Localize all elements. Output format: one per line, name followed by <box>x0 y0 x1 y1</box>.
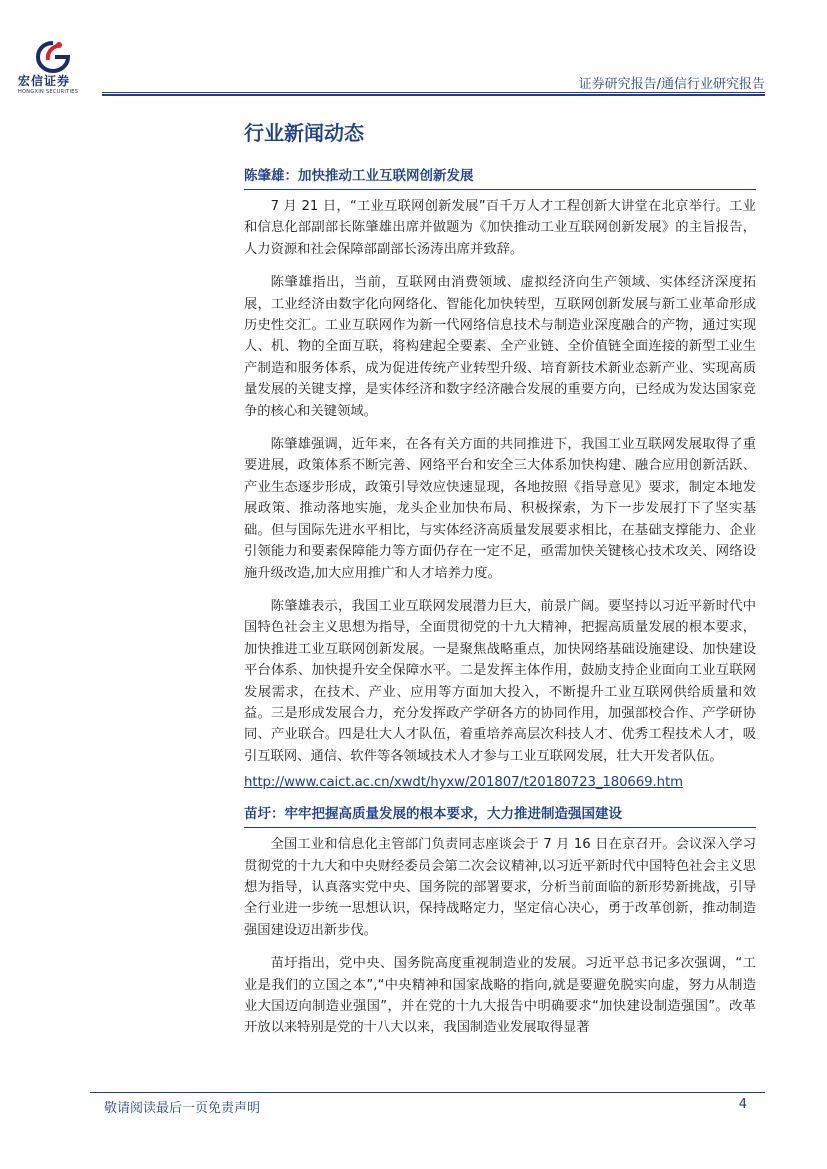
header-divider <box>102 92 765 93</box>
article-paragraph: 陈肇雄强调，近年来，在各有关方面的共同推进下，我国工业互联网发展取得了重要进展，政策体系不断完善、网络平台和安全三大体系加快构建、融合应用创新活跃、产业生态逐步形成，政策引导效应快速显现，各地按照《指导意见》要求，制定本地发展政策、推动落地实施，龙头企业加快布局、积极探索，为下一步发展打下了坚实基础。但与国际先进水平相比，与实体经济高质量发展要求相比，在基础支撑能力、企业引领能力和要素保障能力等方面仍存在一定不足，亟需加快关键核心技术攻关、网络设施升级改造,加大应用推广和人才培养力度。 <box>244 437 756 581</box>
disclaimer-note: 敬请阅读最后一页免责声明 <box>104 1101 261 1116</box>
article-paragraph: 全国工业和信息化主管部门负责同志座谈会于 7 月 16 日在京召开。会议深入学习贯彻党的十九大和中央财经委员会第二次会议精神,以习近平新时代中国特色社会主义思想为指导，认真落实党中央、国务院的部署要求，分析当前面临的新形势新挑战，引导全行业进一步统一思想认识，保持战略定力，坚定信心决心，勇于改革创新，推动制造强国建设迈出新步伐。 <box>244 837 756 938</box>
header-divider-thick <box>102 94 765 96</box>
main-content <box>244 118 756 1051</box>
page-number: 4 <box>738 1097 747 1112</box>
logo-chinese-name: 宏信证券 <box>18 74 71 88</box>
article-paragraph: 陈肇雄指出，当前，互联网由消费领域、虚拟经济向生产领域、实体经济深度拓展，工业经济由数字化向网络化、智能化加快转型，互联网创新发展与新工业革命形成历史性交汇。工业互联网作为新一代网络信息技术与制造业深度融合的产物，通过实现人、机、物的全面互联，将构建起全要素、全产业链、全价值链全面连接的新型工业生产制造和服务体系，成为促进传统产业转型升级、培育新技术新业态新产业、实现高质量发展的关键支撑，是实体经济和数字经济融合发展的重要方向，已经成为发达国家竞争的核心和关键领域。 <box>244 275 756 419</box>
section-title: 行业新闻动态 <box>244 121 364 145</box>
report-type: 证券研究报告/通信行业研究报告 <box>578 77 765 92</box>
company-logo <box>18 40 88 95</box>
footer-divider <box>90 1092 765 1093</box>
article-paragraph: 7 月 21 日，“工业互联网创新发展”百千万人才工程创新大讲堂在北京举行。工业和信息化部副部长陈肇雄出席并做题为《加快推动工业互联网创新发展》的主旨报告，人力资源和社会保障部副部长汤涛出席并致辞。 <box>244 199 756 257</box>
source-link[interactable]: http://www.caict.ac.cn/xwdt/hyxw/201807/t20180723_180669.htm <box>244 775 683 791</box>
article-paragraph: 苗圩指出，党中央、国务院高度重视制造业的发展。习近平总书记多次强调，“工业是我们的立国之本”,“中央精神和国家战略的指向,就是要避免脱实向虚，努力从制造业大国迈向制造业强国”，并在党的十九大报告中明确要求“加快建设制造强国”。改革开放以来特别是党的十八大以来，我国制造业发展取得显著 <box>244 956 756 1036</box>
article-title: 苗圩：牢牢把握高质量发展的根本要求，大力推进制造强国建设 <box>244 796 756 828</box>
logo-english-name: HONGXIN SECURITIES <box>18 89 79 95</box>
article-paragraph: 陈肇雄表示，我国工业互联网发展潜力巨大，前景广阔。要坚持以习近平新时代中国特色社会主义思想为指导，全面贯彻党的十九大精神，把握高质量发展的根本要求，加快推进工业互联网创新发展。一是聚焦战略重点，加快网络基础设施建设、加快建设平台体系、加快提升安全保障水平。二是发挥主体作用，鼓励支持企业面向工业互联网发展需求，在技术、产业、应用等方面加大投入，不断提升工业互联网供给质量和效益。三是形成发展合力，充分发挥政产学研各方的协同作用，加强部校合作、产学研协同、产业联合。四是壮大人才队伍，着重培养高层次科技人才、优秀工程技术人才，吸引互联网、通信、软件等各领域技术人才参与工业互联网发展，壮大开发者队伍。 <box>244 598 756 764</box>
logo-emblem-icon <box>35 40 71 74</box>
article-title: 陈肇雄：加快推动工业互联网创新发展 <box>244 158 756 190</box>
